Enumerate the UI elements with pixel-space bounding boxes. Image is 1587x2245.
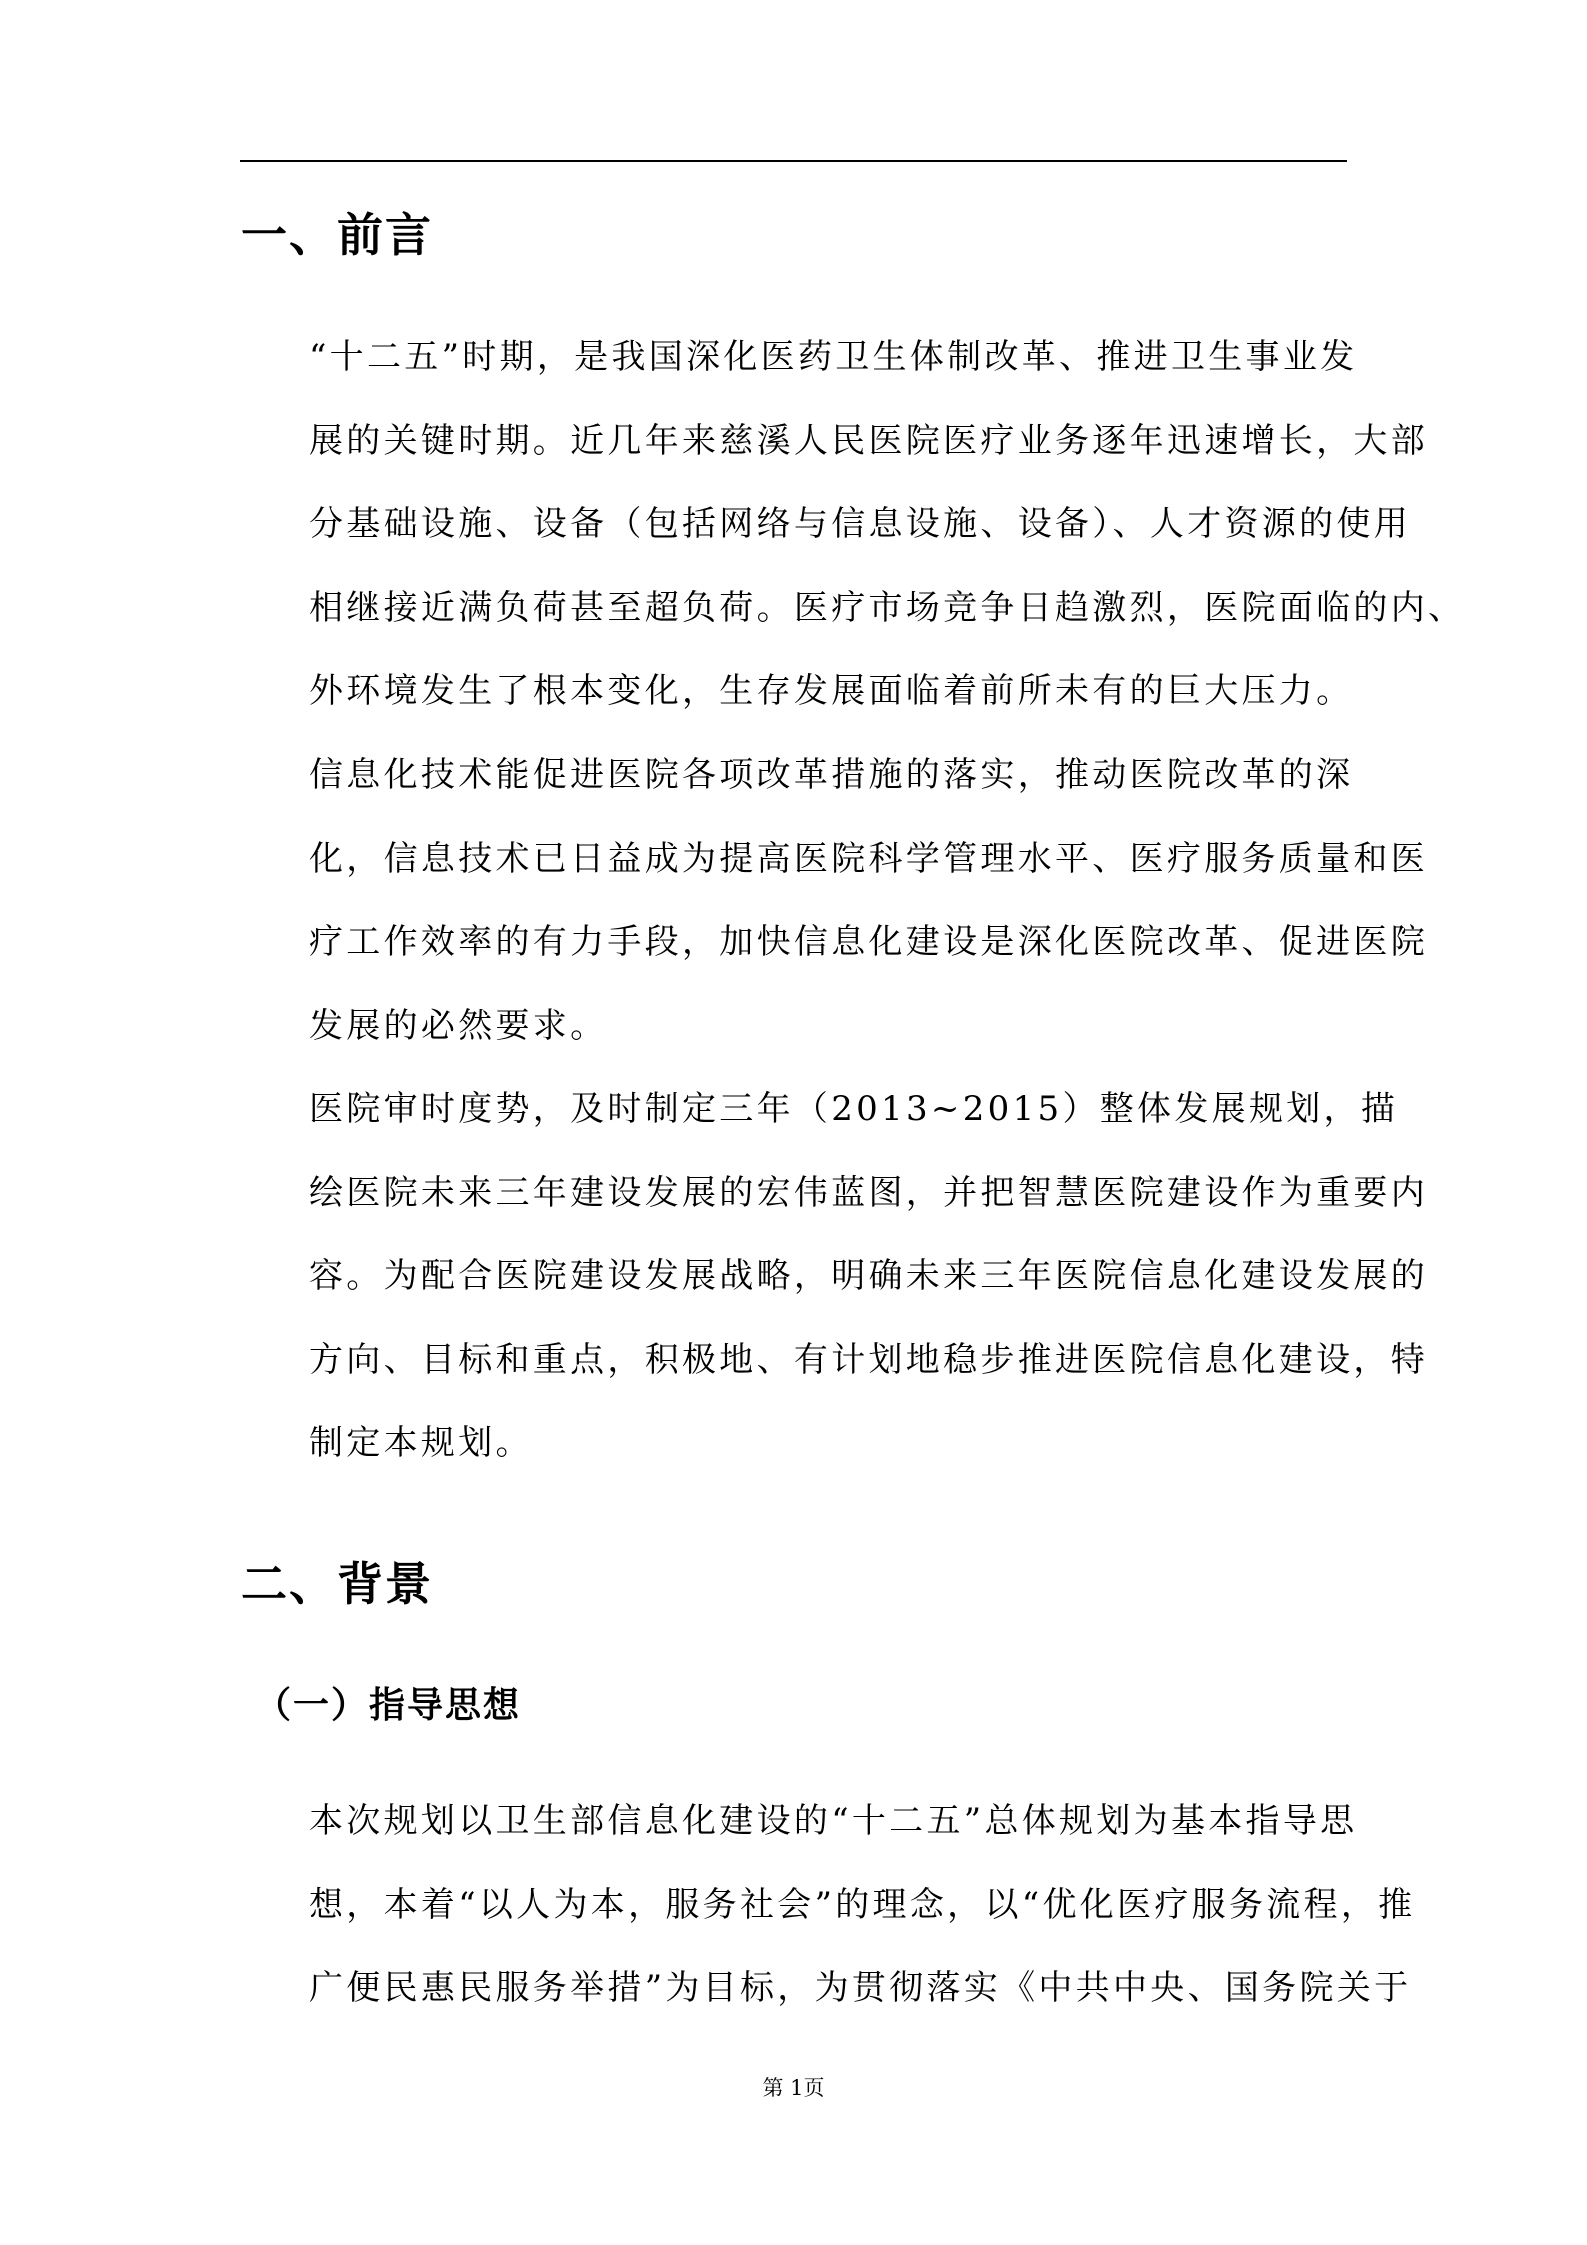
- text-line: 医院审时度势，及时制定三年（2013~2015）整体发展规划，描: [309, 1089, 1399, 1129]
- text-line: 化，信息技术已日益成为提高医院科学管理水平、医疗服务质量和医: [309, 838, 1428, 879]
- paragraph-guiding-ideology: [241, 1780, 1416, 2031]
- header-rule: [240, 160, 1347, 162]
- text-line: 发展的必然要求。: [309, 1005, 608, 1046]
- text-line: 分基础设施、设备（包括网络与信息设施、设备）、人才资源的使用: [309, 504, 1411, 544]
- text-line: 信息化技术能促进医院各项改革措施的落实，推动医院改革的深: [309, 755, 1354, 795]
- paragraph-preface-2: [241, 734, 1428, 1068]
- text-line: 外环境发生了根本变化，生存发展面临着前所未有的巨大压力。: [309, 671, 1354, 711]
- page-number: 第 1页: [762, 2076, 825, 2100]
- text-line: 容。为配合医院建设发展战略，明确未来三年医院信息化建设发展的: [309, 1256, 1428, 1296]
- section-heading-background: 二、背景: [241, 1557, 433, 1611]
- text-line: 疗工作效率的有力手段，加快信息化建设是深化医院改革、促进医院: [309, 922, 1428, 962]
- text-line: 绘医院未来三年建设发展的宏伟蓝图，并把智慧医院建设作为重要内: [309, 1172, 1428, 1213]
- text-line: 本次规划以卫生部信息化建设的“十二五”总体规划为基本指导思: [309, 1801, 1358, 1841]
- paragraph-preface-3: [241, 1068, 1428, 1486]
- text-line: 方向、目标和重点，积极地、有计划地稳步推进医院信息化建设，特: [309, 1339, 1428, 1380]
- section-heading-preface: 一、前言: [241, 208, 433, 262]
- text-line: 相继接近满负荷甚至超负荷。医疗市场竞争日趋激烈，医院面临的内、: [309, 587, 1466, 628]
- text-line: 广便民惠民服务举措”为目标，为贯彻落实《中共中央、国务院关于: [309, 1968, 1412, 2008]
- subsection-heading-guiding-ideology: （一）指导思想: [255, 1685, 522, 1726]
- text-line: “十二五”时期，是我国深化医药卫生体制改革、推进卫生事业发: [309, 337, 1358, 377]
- text-line: 想，本着“以人为本，服务社会”的理念，以“优化医疗服务流程，推: [309, 1884, 1416, 1925]
- paragraph-preface-1: [241, 316, 1466, 734]
- text-line: 展的关键时期。近几年来慈溪人民医院医疗业务逐年迅速增长，大部: [309, 420, 1428, 461]
- text-line: 制定本规划。: [309, 1423, 533, 1463]
